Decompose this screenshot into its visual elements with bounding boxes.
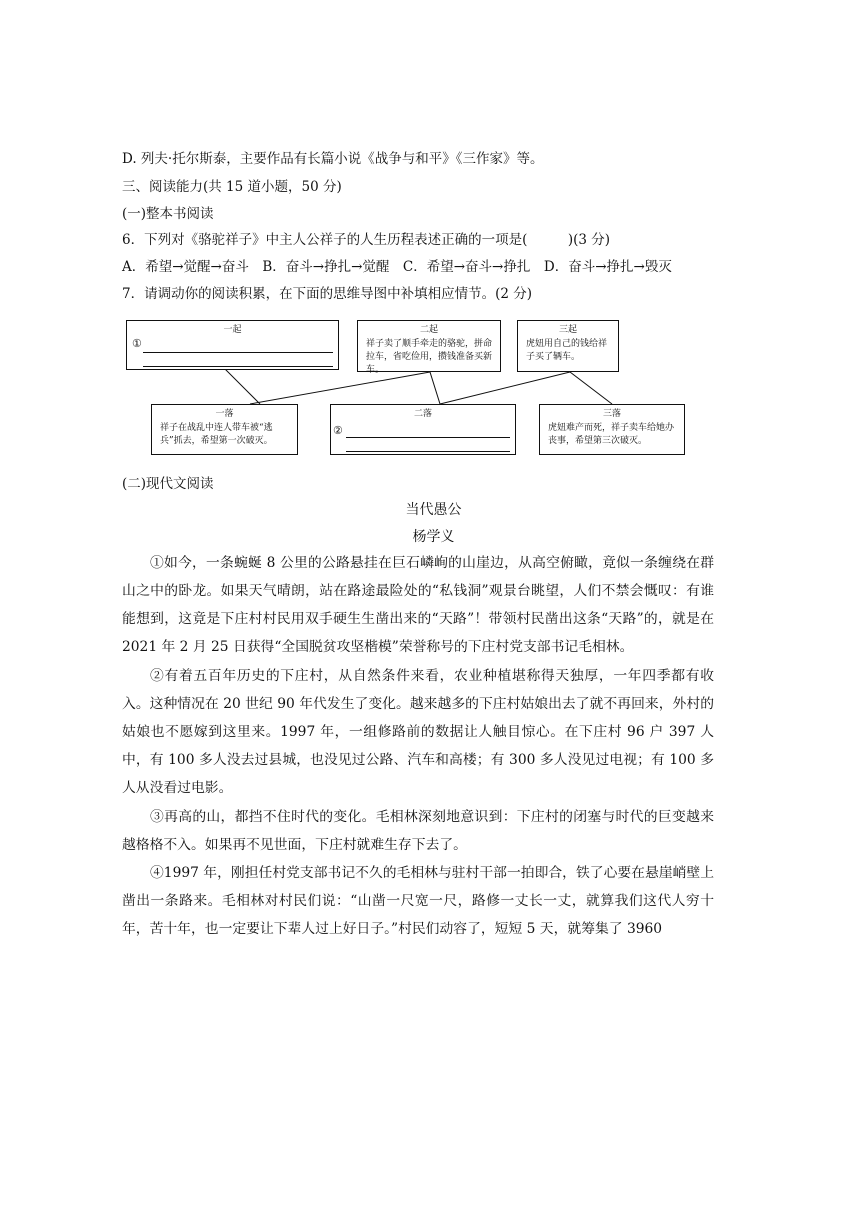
rise-2-box bbox=[357, 320, 501, 375]
fall-3-box bbox=[539, 404, 685, 455]
fall-1-title: 一落 bbox=[215, 409, 234, 419]
article-paragraph-2: ②有着五百年历史的下庄村，从自然条件来看，农业种植堪称得天独厚，一年四季都有收入。这种情况在 20 世纪 90 年代发生了变化。越来越多的下庄村姑娘出去了就不再回来，外村的姑娘也不愿嫁到这里来。1997 年，一组修路前的数据让人触目惊心。在下庄村 96 户 397 人中，有 100 多人没去过县城，也没见过公路、汽车和高楼；有 300 多人没见过电视；有 100 多人从没看过电影。 bbox=[122, 668, 714, 796]
fall-2-title: 二落 bbox=[413, 409, 432, 419]
rise-3-text: 虎妞用自己的钱给祥子买了辆车。 bbox=[526, 339, 608, 362]
article-paragraph-3: ③再高的山，都挡不住时代的变化。毛相林深刻地意识到：下庄村的闭塞与时代的巨变越来越格格不入。如果再不见世面，下庄村就难生存下去了。 bbox=[122, 809, 714, 853]
article-title: 当代愚公 bbox=[405, 502, 462, 518]
question-6-options: A．希望→觉醒→奋斗 B．奋斗→挣扎→觉醒 C．希望→奋斗→挣扎 D．奋斗→挣扎→毁灭 bbox=[122, 259, 672, 275]
part-one-heading: (一)整本书阅读 bbox=[122, 206, 214, 222]
rise-2-text: 祥子卖了顺手牵走的骆驼，拼命拉车，省吃俭用，攒钱准备买新车。 bbox=[366, 339, 493, 375]
rise-1-title: 一起 bbox=[223, 325, 242, 335]
article-author: 杨学义 bbox=[412, 529, 455, 545]
rise-3-title: 三起 bbox=[558, 325, 577, 335]
fall-3-title: 三落 bbox=[602, 409, 621, 419]
article-paragraph-1: ①如今，一条蜿蜒 8 公里的公路悬挂在巨石嶙峋的山崖边，从高空俯瞰，竟似一条缠绕在群山之中的卧龙。如果天气晴朗，站在路途最险处的“私钱洞”观景台眺望，人们不禁会慨叹：有谁能想到，这竟是下庄村村民用双手硬生生凿出来的“天路”！带领村民凿出这条“天路”的，就是在 2021 年 2 月 25 日获得“全国脱贫攻坚楷模”荣誉称号的下庄村党支部书记毛相林。 bbox=[122, 555, 714, 655]
blank-2-number: ② bbox=[333, 424, 343, 437]
section-three-heading: 三、阅读能力(共 15 道小题，50 分) bbox=[122, 179, 342, 195]
fall-3-text: 虎妞难产而死，祥子卖车给她办丧事，希望第三次破灭。 bbox=[548, 423, 675, 446]
part-two-heading: (二)现代文阅读 bbox=[122, 476, 214, 492]
option-d-line: D. 列夫·托尔斯泰，主要作品有长篇小说《战争与和平》《三作家》等。 bbox=[122, 151, 544, 167]
fall-1-box bbox=[151, 404, 298, 455]
blank-1-line-a[interactable] bbox=[143, 352, 333, 353]
blank-2-line-b[interactable] bbox=[346, 451, 510, 452]
blank-1-line-b[interactable] bbox=[143, 366, 333, 367]
question-6: 6．下列对《骆驼祥子》中主人公祥子的人生历程表述正确的一项是( )(3 分) bbox=[122, 232, 611, 248]
fall-1-text: 祥子在战乱中连人带车被“逃兵”抓去，希望第一次破灭。 bbox=[160, 423, 273, 446]
rise-3-box bbox=[517, 320, 619, 372]
blank-1-number: ① bbox=[132, 337, 142, 350]
question-7: 7．请调动你的阅读积累，在下面的思维导图中补填相应情节。(2 分) bbox=[122, 286, 533, 302]
blank-2-line-a[interactable] bbox=[346, 437, 510, 438]
article-paragraph-4: ④1997 年，刚担任村党支部书记不久的毛相林与驻村干部一拍即合，铁了心要在悬崖峭壁上凿出一条路来。毛相林对村民们说：“山凿一尺宽一尺，路修一丈长一丈，就算我们这代人穷十年，苦十年，也一定要让下辈人过上好日子。”村民们动容了，短短 5 天，就筹集了 3960 bbox=[122, 865, 714, 937]
fall-2-box bbox=[330, 404, 516, 455]
rise-2-title: 二起 bbox=[419, 325, 438, 335]
rise-1-box bbox=[126, 320, 339, 370]
